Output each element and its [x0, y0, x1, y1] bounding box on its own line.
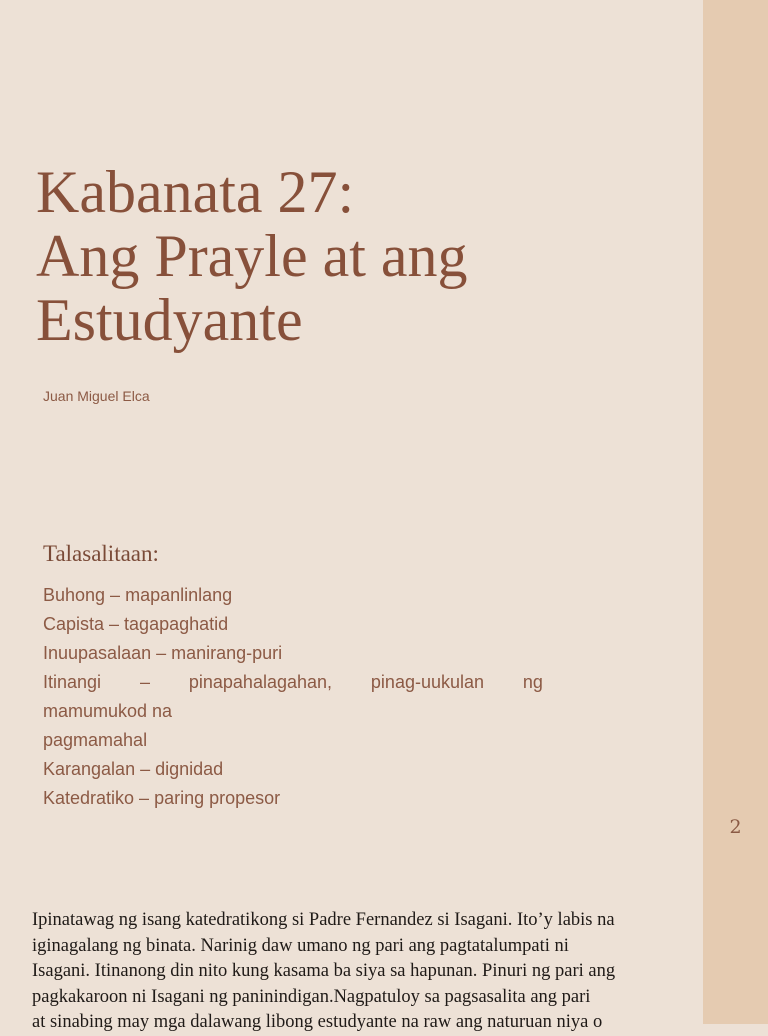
vocabulary-word: – — [139, 672, 150, 692]
title-line-1: Kabanata 27: — [36, 159, 355, 225]
title-line-3: Estudyante — [36, 287, 303, 353]
vocabulary-item: Inuupasalaan – manirang-puri — [43, 643, 283, 663]
vocabulary-item: Capista – tagapaghatid — [43, 614, 229, 634]
summary-line: at sinabing may mga dalawang libong estudyante na raw ang naturuan niya o — [32, 1012, 603, 1032]
summary-line: Isagani. Itinanong din nito kung kasama ba siya sa hapunan. Pinuri ng pari ang — [32, 961, 616, 981]
page-number: 2 — [729, 816, 742, 838]
side-accent-strip — [703, 0, 768, 1024]
title-line-2: Ang Prayle at ang — [36, 223, 468, 289]
vocabulary-item: Buhong – mapanlinlang — [43, 585, 233, 605]
page-title — [36, 160, 656, 352]
summary-line: Ipinatawag ng isang katedratikong si Padre Fernandez si Isagani. Ito’y labis na — [32, 910, 615, 930]
summary-line: pagkakaroon ni Isagani ng paninindigan.Nagpatuloy sa pagsasalita ang pari — [32, 986, 591, 1007]
vocabulary-item: Karangalan – dignidad — [43, 759, 224, 779]
author-name: Juan Miguel Elca — [43, 388, 150, 404]
vocabulary-word: pinag-uukulan — [370, 672, 485, 692]
vocabulary-item-continuation: mamumukod na — [43, 701, 173, 721]
vocabulary-heading: Talasalitaan: — [43, 541, 159, 566]
vocabulary-item-itinangi — [43, 668, 543, 697]
summary-line: iginagalang ng binata. Narinig daw umano ng pari ang pagtatalumpati ni — [32, 935, 569, 956]
vocabulary-item: Katedratiko – paring propesor — [43, 788, 281, 808]
vocabulary-word: Itinangi — [43, 672, 102, 692]
vocabulary-word: ng — [522, 672, 543, 692]
vocabulary-list — [43, 581, 543, 813]
summary-paragraph — [32, 908, 672, 1036]
vocabulary-word: pinapahalagahan, — [188, 672, 333, 692]
vocabulary-item-continuation: pagmamahal — [43, 730, 148, 750]
